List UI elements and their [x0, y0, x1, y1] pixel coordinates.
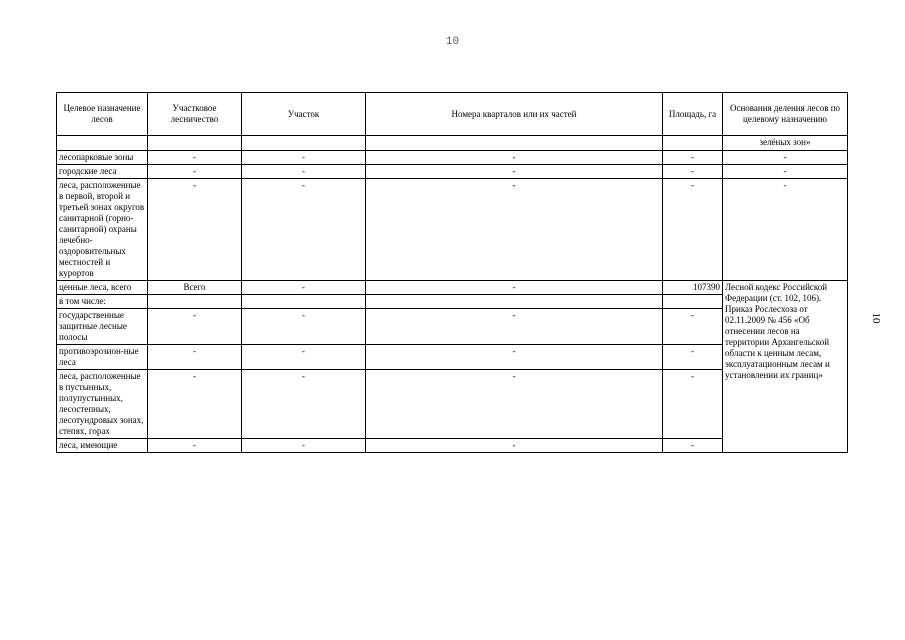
- cell-area: -: [663, 165, 723, 179]
- cell-purpose: городские леса: [57, 165, 148, 179]
- cell-forestry: -: [148, 309, 242, 345]
- cell-plot: -: [242, 151, 366, 165]
- cell-quarters: -: [366, 165, 663, 179]
- cell-forestry: [148, 295, 242, 309]
- cell-purpose: лесопарковые зоны: [57, 151, 148, 165]
- cell-area: -: [663, 439, 723, 453]
- cell-area: 107390: [663, 281, 723, 295]
- header-forestry: Участковое лесничество: [148, 93, 242, 136]
- cell-valuable-basis: Лесной кодекс Российской Федерации (ст. 102, 106). Приказ Рослесхоза от 02.11.2009 № 456 «Об отнесении лесов на территории Архангельской области к ценным лесам, эксплуатационным лесам и установлении их границ»: [723, 281, 848, 453]
- cell-basis: -: [723, 179, 848, 281]
- cell-purpose: противоэрозион-ные леса: [57, 345, 148, 370]
- cell-forestry: -: [148, 151, 242, 165]
- cell-quarters: -: [366, 151, 663, 165]
- cell-plot: -: [242, 165, 366, 179]
- cell-quarters: -: [366, 179, 663, 281]
- cell-purpose: ценные леса, всего: [57, 281, 148, 295]
- cell-area: -: [663, 309, 723, 345]
- continuation-row: [57, 136, 848, 151]
- cell-purpose: леса, расположенные в пустынных, полупустынных, лесостепных, лесотундровых зонах, степях, горах: [57, 370, 148, 439]
- cell-area: -: [663, 151, 723, 165]
- cell-forestry: -: [148, 179, 242, 281]
- cell-forestry: -: [148, 370, 242, 439]
- page-number-top: 10: [445, 36, 460, 48]
- cell-quarters: -: [366, 309, 663, 345]
- cell-basis: -: [723, 151, 848, 165]
- continuation-text: зелёных зон»: [723, 136, 848, 151]
- cell-purpose: в том числе:: [57, 295, 148, 309]
- page-number-side: 10: [870, 312, 882, 324]
- cell-basis: -: [723, 165, 848, 179]
- header-basis: Основания деления лесов по целевому назначению: [723, 93, 848, 136]
- cell-purpose: леса, имеющие: [57, 439, 148, 453]
- cell-purpose: леса, расположенные в первой, второй и третьей зонах округов санитарной (горно-санитарной) охраны лечебно-оздоровительных местностей и курортов: [57, 179, 148, 281]
- cell-quarters: [366, 295, 663, 309]
- table-header-row: [57, 93, 848, 136]
- cell-plot: -: [242, 309, 366, 345]
- cell-area: -: [663, 370, 723, 439]
- cell-area: [663, 295, 723, 309]
- cell-plot: -: [242, 281, 366, 295]
- table-row: [57, 165, 848, 179]
- cell-quarters: -: [366, 439, 663, 453]
- cell-purpose: государственные защитные лесные полосы: [57, 309, 148, 345]
- cell-area: -: [663, 345, 723, 370]
- cell-forestry: -: [148, 165, 242, 179]
- header-purpose: Целевое назначение лесов: [57, 93, 148, 136]
- cell-quarters: -: [366, 281, 663, 295]
- cell-area: -: [663, 179, 723, 281]
- header-plot: Участок: [242, 93, 366, 136]
- table-row: [57, 179, 848, 281]
- cell-quarters: -: [366, 345, 663, 370]
- header-area: Площадь, га: [663, 93, 723, 136]
- table-row: [57, 151, 848, 165]
- header-quarters: Номера кварталов или их частей: [366, 93, 663, 136]
- cell-quarters: -: [366, 370, 663, 439]
- cell-plot: -: [242, 179, 366, 281]
- cell-plot: -: [242, 439, 366, 453]
- cell-forestry: -: [148, 345, 242, 370]
- cell-plot: [242, 295, 366, 309]
- cell-forestry: Всего: [148, 281, 242, 295]
- table-row: [57, 281, 848, 295]
- cell-plot: -: [242, 345, 366, 370]
- cell-forestry: -: [148, 439, 242, 453]
- forest-purpose-table: [56, 92, 848, 453]
- cell-plot: -: [242, 370, 366, 439]
